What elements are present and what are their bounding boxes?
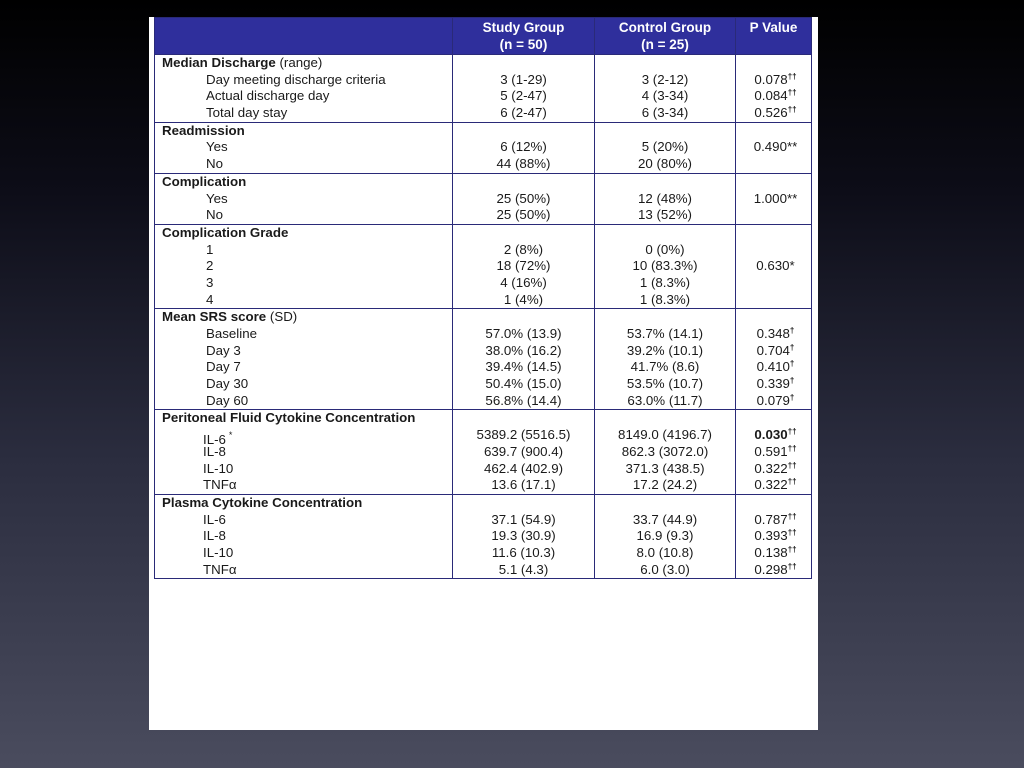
title-spacer bbox=[595, 225, 735, 242]
row-label bbox=[162, 191, 452, 208]
p-value bbox=[736, 477, 811, 494]
p-value-number: 0.526 bbox=[754, 105, 788, 121]
control-value: 53.7% (14.1) bbox=[626, 326, 704, 341]
title-spacer bbox=[595, 309, 735, 326]
row-label-text: No bbox=[206, 156, 223, 172]
row-label bbox=[162, 275, 452, 292]
row-label bbox=[162, 258, 452, 275]
section-study-cell bbox=[453, 224, 595, 308]
control-value: 6 (3-34) bbox=[641, 105, 689, 121]
title-spacer bbox=[736, 495, 811, 512]
row-label-text: Day 30 bbox=[206, 376, 249, 392]
p-value-mark: †† bbox=[787, 71, 797, 81]
p-value bbox=[736, 444, 811, 461]
section-title bbox=[162, 55, 452, 72]
section-title-text: Complication bbox=[162, 173, 247, 189]
p-value-mark: †† bbox=[787, 427, 797, 437]
section-control-cell bbox=[595, 173, 736, 224]
study-value: 19.3 (30.9) bbox=[491, 528, 556, 544]
section-label-cell bbox=[155, 494, 453, 578]
p-value bbox=[736, 545, 811, 562]
title-spacer bbox=[736, 309, 811, 326]
study-value: 57.0% (13.9) bbox=[485, 326, 562, 341]
row-label-text: 2 bbox=[206, 258, 214, 274]
study-value: 5 (2-47) bbox=[500, 88, 547, 104]
header-study-group bbox=[453, 18, 595, 55]
study-value: 13.6 (17.1) bbox=[491, 477, 556, 493]
section-title bbox=[162, 225, 452, 242]
results-table-figure bbox=[149, 17, 818, 730]
title-spacer bbox=[595, 174, 735, 191]
control-value: 5 (20%) bbox=[641, 139, 689, 155]
row-label bbox=[162, 512, 452, 529]
study-value: 462.4 (402.9) bbox=[483, 460, 564, 476]
control-value: 0 (0%) bbox=[645, 241, 685, 257]
p-value bbox=[736, 343, 811, 360]
section-control-cell bbox=[595, 224, 736, 308]
p-value bbox=[736, 191, 811, 208]
table-header-row bbox=[155, 18, 812, 55]
p-value-number: 0.030 bbox=[754, 427, 788, 443]
row-label bbox=[162, 562, 452, 579]
control-value: 53.5% (10.7) bbox=[626, 376, 704, 392]
study-value: 37.1 (54.9) bbox=[491, 511, 556, 527]
study-value: 44 (88%) bbox=[496, 156, 551, 172]
study-value: 50.4% (15.0) bbox=[485, 376, 562, 392]
row-label-text: IL-10 bbox=[203, 460, 234, 476]
p-value-mark: † bbox=[789, 342, 795, 352]
row-label bbox=[162, 139, 452, 156]
title-spacer bbox=[595, 55, 735, 72]
control-value: 8149.0 (4196.7) bbox=[618, 427, 712, 443]
row-label bbox=[162, 376, 452, 393]
row-label-text: Actual discharge day bbox=[206, 88, 330, 104]
title-spacer bbox=[736, 225, 811, 242]
p-value bbox=[736, 156, 811, 173]
p-value bbox=[736, 275, 811, 292]
section-title bbox=[162, 309, 452, 326]
title-spacer bbox=[595, 495, 735, 512]
row-label-text: Yes bbox=[206, 190, 228, 206]
p-value-mark: †† bbox=[787, 528, 797, 538]
p-value bbox=[736, 393, 811, 410]
header-control-title: Control Group bbox=[618, 20, 712, 35]
p-value-number: 0.348 bbox=[756, 326, 790, 341]
section-title bbox=[162, 495, 452, 512]
study-value: 25 (50%) bbox=[496, 207, 551, 223]
title-spacer bbox=[453, 225, 594, 242]
study-value: 38.0% (16.2) bbox=[485, 342, 562, 358]
section-title-text: Median Discharge bbox=[162, 55, 276, 70]
table-section-peritoneal-cytokine bbox=[155, 410, 812, 494]
section-control-cell bbox=[595, 494, 736, 578]
section-study-cell bbox=[453, 173, 595, 224]
section-control-cell bbox=[595, 410, 736, 494]
row-label-text: IL-6 bbox=[203, 511, 226, 527]
p-value bbox=[736, 105, 811, 122]
title-spacer bbox=[453, 309, 594, 326]
table-body bbox=[155, 55, 812, 579]
row-label-text: TNFα bbox=[203, 561, 237, 577]
section-study-cell bbox=[453, 122, 595, 173]
title-spacer bbox=[736, 123, 811, 140]
p-value bbox=[736, 512, 811, 529]
p-value-number: 0.138 bbox=[754, 544, 788, 560]
p-value bbox=[736, 242, 811, 259]
table-section-median-discharge bbox=[155, 55, 812, 123]
row-label bbox=[162, 444, 452, 461]
header-study-n: (n = 50) bbox=[499, 36, 548, 52]
section-title bbox=[162, 174, 452, 191]
study-value: 5.1 (4.3) bbox=[498, 561, 549, 577]
row-label bbox=[162, 359, 452, 376]
p-value-mark: † bbox=[789, 359, 795, 369]
p-value bbox=[736, 207, 811, 224]
row-label-text: IL-8 bbox=[203, 528, 226, 544]
title-spacer bbox=[453, 410, 594, 427]
row-label bbox=[162, 393, 452, 410]
section-control-cell bbox=[595, 122, 736, 173]
p-value-mark: † bbox=[789, 392, 795, 402]
row-label bbox=[162, 207, 452, 224]
row-label-text: IL-10 bbox=[203, 544, 234, 560]
title-spacer bbox=[736, 55, 811, 72]
section-p-cell bbox=[736, 410, 812, 494]
p-value-mark: †† bbox=[787, 105, 797, 115]
row-label bbox=[162, 292, 452, 309]
title-spacer bbox=[736, 174, 811, 191]
row-label bbox=[162, 105, 452, 122]
row-label bbox=[162, 461, 452, 478]
section-title-text: Plasma Cytokine Concentration bbox=[162, 494, 363, 510]
p-value-mark: †† bbox=[787, 561, 797, 571]
control-value: 41.7% (8.6) bbox=[630, 359, 700, 375]
section-study-cell bbox=[453, 55, 595, 123]
section-control-cell bbox=[595, 309, 736, 410]
control-value: 1 (8.3%) bbox=[639, 291, 691, 307]
p-value-mark: †† bbox=[787, 477, 797, 487]
control-value: 3 (2-12) bbox=[641, 71, 689, 87]
p-value-mark: †† bbox=[787, 511, 797, 521]
row-label-text: Day 3 bbox=[206, 342, 241, 358]
header-p-value bbox=[736, 18, 812, 55]
row-label-text: 3 bbox=[206, 274, 214, 290]
section-title bbox=[162, 410, 452, 427]
section-p-cell bbox=[736, 309, 812, 410]
p-value bbox=[736, 359, 811, 376]
section-label-cell bbox=[155, 309, 453, 410]
header-control-n: (n = 25) bbox=[641, 36, 689, 52]
section-label-cell bbox=[155, 55, 453, 123]
p-value bbox=[736, 461, 811, 478]
section-label-cell bbox=[155, 173, 453, 224]
study-value: 18 (72%) bbox=[496, 258, 551, 274]
p-value-mark: † bbox=[789, 326, 795, 335]
table-section-mean-srs bbox=[155, 309, 812, 410]
control-value: 8.0 (10.8) bbox=[636, 544, 694, 560]
section-title-note: (range) bbox=[275, 55, 323, 70]
study-value: 3 (1-29) bbox=[500, 71, 547, 87]
section-title-text: Mean SRS score bbox=[162, 309, 267, 325]
row-label bbox=[162, 156, 452, 173]
control-value: 10 (83.3%) bbox=[632, 258, 698, 274]
row-label-text: Total day stay bbox=[206, 105, 288, 121]
row-label bbox=[162, 72, 452, 89]
section-control-cell bbox=[595, 55, 736, 123]
section-title-text: Complication Grade bbox=[162, 224, 289, 240]
p-value-number: 0.630* bbox=[756, 258, 795, 274]
p-value-mark: †† bbox=[787, 88, 797, 98]
study-value: 2 (8%) bbox=[503, 241, 544, 257]
p-value bbox=[736, 562, 811, 579]
section-p-cell bbox=[736, 494, 812, 578]
p-value-number: 0.410 bbox=[756, 359, 790, 375]
section-title-text: Readmission bbox=[162, 122, 245, 138]
title-spacer bbox=[453, 55, 594, 72]
title-spacer bbox=[736, 410, 811, 427]
section-label-cell bbox=[155, 224, 453, 308]
control-value: 63.0% (11.7) bbox=[627, 392, 703, 408]
section-title bbox=[162, 123, 452, 140]
p-value-mark: †† bbox=[787, 460, 797, 470]
section-p-cell bbox=[736, 55, 812, 123]
section-title-text: Peritoneal Fluid Cytokine Concentration bbox=[162, 410, 416, 426]
row-label-text: 1 bbox=[206, 241, 214, 257]
row-label bbox=[162, 427, 452, 448]
study-value: 1 (4%) bbox=[503, 291, 544, 307]
control-value: 4 (3-34) bbox=[641, 88, 689, 104]
p-value-number: 0.078 bbox=[754, 71, 788, 87]
p-value bbox=[736, 528, 811, 545]
p-value-number: 0.591 bbox=[754, 443, 788, 459]
p-value bbox=[736, 88, 811, 105]
study-value: 56.8% (14.4) bbox=[485, 392, 562, 408]
control-value: 12 (48%) bbox=[638, 190, 692, 206]
row-label-text: Day meeting discharge criteria bbox=[206, 71, 386, 87]
control-value: 16.9 (9.3) bbox=[636, 528, 694, 544]
section-label-cell bbox=[155, 410, 453, 494]
row-label bbox=[162, 545, 452, 562]
title-spacer bbox=[595, 123, 735, 140]
row-label bbox=[162, 242, 452, 259]
row-label-mark: * bbox=[228, 430, 233, 441]
p-value-number: 0.079 bbox=[756, 392, 790, 408]
table-section-complication bbox=[155, 173, 812, 224]
study-value: 25 (50%) bbox=[496, 190, 551, 206]
section-p-cell bbox=[736, 122, 812, 173]
row-label-text: Day 7 bbox=[206, 359, 241, 375]
p-value-number: 0.393 bbox=[754, 528, 788, 544]
section-p-cell bbox=[736, 224, 812, 308]
p-value bbox=[736, 376, 811, 393]
control-value: 39.2% (10.1) bbox=[626, 342, 704, 358]
header-p-title: P Value bbox=[749, 20, 798, 35]
header-control-group bbox=[595, 18, 736, 55]
row-label bbox=[162, 326, 452, 343]
study-value: 11.6 (10.3) bbox=[491, 544, 556, 560]
p-value bbox=[736, 258, 811, 275]
row-label-text: Yes bbox=[206, 139, 228, 155]
control-value: 371.3 (438.5) bbox=[625, 460, 705, 476]
study-value: 6 (12%) bbox=[500, 139, 547, 155]
section-study-cell bbox=[453, 494, 595, 578]
row-label-text: 4 bbox=[206, 291, 214, 307]
row-label-text: IL-6 bbox=[203, 432, 226, 448]
p-value-number: 0.322 bbox=[754, 460, 788, 476]
row-label-text: No bbox=[206, 207, 223, 223]
title-spacer bbox=[453, 123, 594, 140]
control-value: 20 (80%) bbox=[638, 156, 692, 172]
row-label bbox=[162, 477, 452, 494]
p-value-number: 0.704 bbox=[756, 342, 790, 358]
section-p-cell bbox=[736, 173, 812, 224]
study-value: 5389.2 (5516.5) bbox=[476, 427, 571, 443]
row-label-text: Baseline bbox=[206, 326, 258, 341]
row-label bbox=[162, 528, 452, 545]
row-label-text: IL-8 bbox=[203, 443, 226, 459]
control-value: 13 (52%) bbox=[638, 207, 692, 223]
p-value-number: 0.322 bbox=[754, 477, 788, 493]
control-value: 6.0 (3.0) bbox=[640, 561, 690, 577]
table-section-complication-grade bbox=[155, 224, 812, 308]
header-blank-cell bbox=[155, 18, 453, 55]
section-label-cell bbox=[155, 122, 453, 173]
row-label-text: Day 60 bbox=[206, 392, 249, 408]
results-table bbox=[154, 17, 812, 579]
control-value: 33.7 (44.9) bbox=[632, 511, 698, 527]
p-value-number: 0.084 bbox=[754, 88, 788, 104]
p-value-number: 0.339 bbox=[756, 376, 790, 392]
row-label-text: TNFα bbox=[203, 477, 237, 493]
section-title-note: (SD) bbox=[266, 309, 298, 325]
control-value: 1 (8.3%) bbox=[639, 274, 691, 290]
p-value-number: 0.298 bbox=[754, 561, 788, 577]
study-value: 39.4% (14.5) bbox=[485, 359, 562, 375]
title-spacer bbox=[595, 410, 735, 427]
section-study-cell bbox=[453, 309, 595, 410]
control-value: 17.2 (24.2) bbox=[632, 477, 698, 493]
p-value-mark: † bbox=[789, 376, 795, 386]
control-value: 862.3 (3072.0) bbox=[621, 443, 709, 459]
p-value-mark: †† bbox=[787, 544, 797, 554]
p-value-number: 0.490** bbox=[753, 139, 798, 155]
title-spacer bbox=[453, 495, 594, 512]
p-value-number: 1.000** bbox=[753, 190, 798, 206]
p-value-number: 0.787 bbox=[754, 511, 788, 527]
row-label bbox=[162, 343, 452, 360]
section-study-cell bbox=[453, 410, 595, 494]
p-value bbox=[736, 139, 811, 156]
p-value bbox=[736, 326, 811, 343]
title-spacer bbox=[453, 174, 594, 191]
header-study-title: Study Group bbox=[482, 20, 565, 35]
row-label bbox=[162, 88, 452, 105]
study-value: 639.7 (900.4) bbox=[483, 443, 564, 459]
p-value bbox=[736, 292, 811, 309]
table-section-readmission bbox=[155, 122, 812, 173]
p-value bbox=[736, 427, 811, 444]
table-section-plasma-cytokine bbox=[155, 494, 812, 578]
p-value bbox=[736, 72, 811, 89]
p-value-mark: †† bbox=[787, 443, 797, 453]
study-value: 4 (16%) bbox=[500, 274, 547, 290]
study-value: 6 (2-47) bbox=[500, 105, 547, 121]
